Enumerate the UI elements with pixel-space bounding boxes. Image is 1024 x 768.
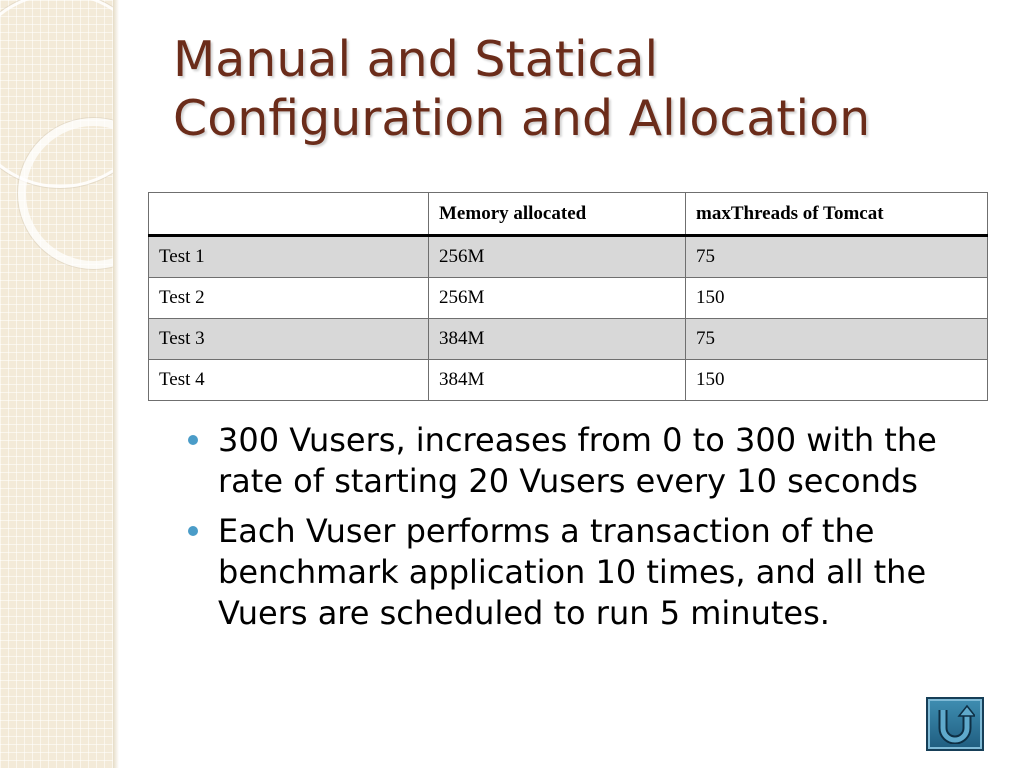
table-cell: 75 (686, 236, 988, 278)
decorative-side-panel (0, 0, 113, 768)
bullet-dot-icon (188, 526, 198, 536)
table-row (149, 360, 988, 401)
return-arrow-icon (935, 704, 975, 744)
table-cell: Test 2 (149, 278, 429, 319)
table-cell: 150 (686, 360, 988, 401)
table-header-cell (149, 193, 429, 236)
slide-title: Manual and Statical Configuration and Allocation (173, 31, 871, 147)
table-row (149, 278, 988, 319)
table-cell: 384M (429, 360, 686, 401)
table-cell: 384M (429, 319, 686, 360)
table-header-row (149, 193, 988, 236)
bullet-item (185, 511, 990, 634)
table-cell: 256M (429, 278, 686, 319)
table-row (149, 236, 988, 278)
bullet-list (185, 420, 990, 643)
table-cell: Test 4 (149, 360, 429, 401)
table-cell: Test 3 (149, 319, 429, 360)
bullet-item (185, 420, 990, 502)
table-header-cell: Memory allocated (429, 193, 686, 236)
table-cell: 256M (429, 236, 686, 278)
table-header-cell: maxThreads of Tomcat (686, 193, 988, 236)
table-row (149, 319, 988, 360)
return-button[interactable] (926, 697, 984, 751)
table-cell: 150 (686, 278, 988, 319)
side-panel-edge (113, 0, 119, 768)
bullet-dot-icon (188, 435, 198, 445)
table-cell: 75 (686, 319, 988, 360)
bullet-text: 300 Vusers, increases from 0 to 300 with the rate of starting 20 Vusers every 10 seconds (218, 421, 937, 500)
configuration-table (148, 192, 988, 401)
bullet-text: Each Vuser performs a transaction of the benchmark application 10 times, and all the Vuers are scheduled to run 5 minutes. (218, 512, 927, 632)
table-cell: Test 1 (149, 236, 429, 278)
